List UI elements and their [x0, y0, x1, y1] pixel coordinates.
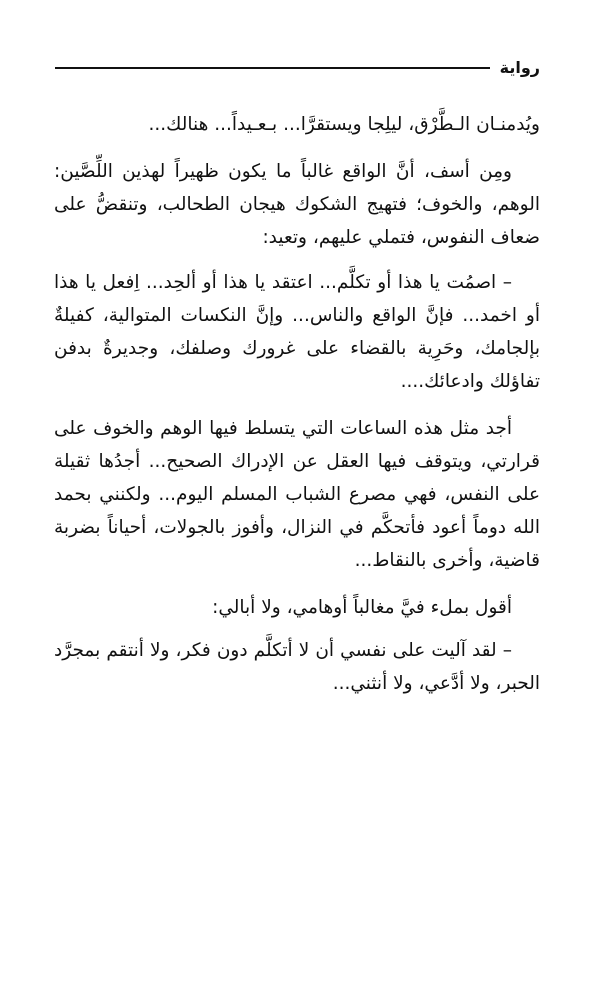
- header-rule: [55, 67, 490, 69]
- paragraph-1: ويُدمنـان الـطَّرْق، ليلِجا ويستقرَّا... بـعـيداً... هنالك...: [148, 114, 540, 135]
- paragraph-2: ومِن أسف، أنَّ الواقع غالباً ما يكون ظهيراً لهذين اللِّصَّين: الوهم، والخوف؛ فتهيج الشكوك هيجان الطحالب، وتنقضُّ على ضعاف النفوس، فتملي عليهم، وتعيد:: [54, 161, 540, 248]
- header-title: رواية: [499, 58, 540, 77]
- running-header: [55, 56, 540, 80]
- paragraph-4: أجد مثل هذه الساعات التي يتسلط فيها الوهم والخوف على قرارتي، ويتوقف فيها العقل عن الإدراك الصحيح... أجدُها ثقيلة على النفس، فهي مصرع الشباب المسلم اليوم... ولكنني بحمد الله دوماً أعود فأتحكَّم في النزال، وأفوز بالجولات، أحياناً بضربة قاضية، وأخرى بالنقاط...: [54, 418, 540, 571]
- paragraph-5: أقول بملء فيَّ مغالباً أوهامي، ولا أبالي:: [212, 597, 512, 618]
- body-text: [54, 108, 540, 700]
- paragraph-6: – لقد آليت على نفسي أن لا أتكلَّم دون فكر، ولا أنتقم بمجرَّد الحبر، ولا أدَّعي، ولا أنثني...: [54, 640, 540, 694]
- paragraph-3: – اصمُت يا هذا أو تكلَّم... اعتقد يا هذا أو ألحِد... اِفعل يا هذا أو اخمد... فإنَّ الواقع والناس... وإنَّ النكسات المتوالية، كفيلةٌ بإلجامك، وحَرِية بالقضاء على غرورك وصلفك، وجديرةٌ بدفن تفاؤلك وادعائك....: [54, 272, 540, 392]
